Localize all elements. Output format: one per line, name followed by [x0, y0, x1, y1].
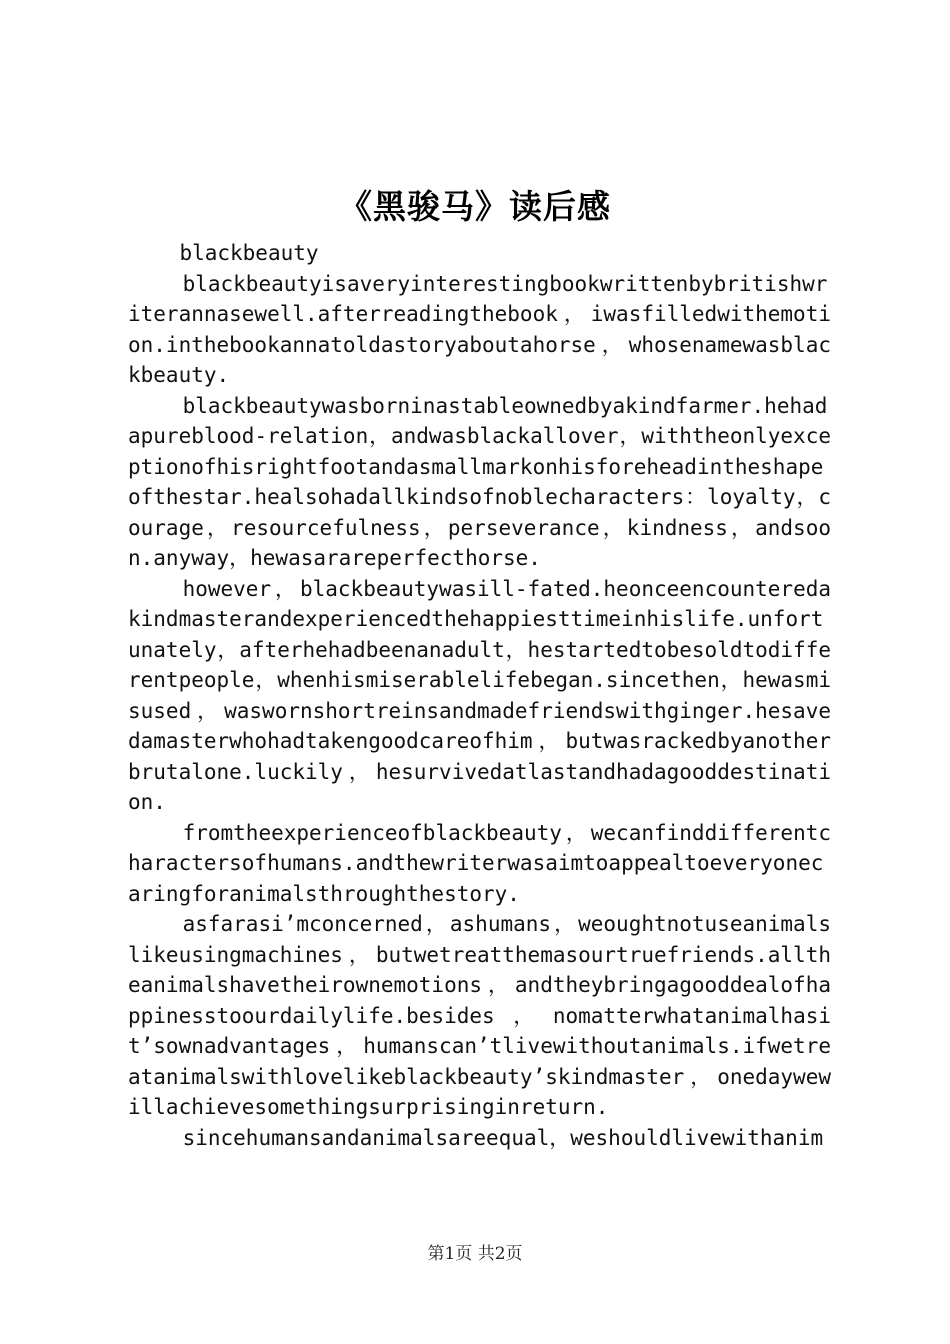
paragraph-fate: however，blackbeautywasill-fated.heonceencounteredakindmasterandexperiencedthehappiesttimeinhislife.unfortunately，afterhehadbeenanadult，hestartedtobesoldtodifferentpeople，whenhismiserablelifebegan.sincethen，hewasmisused，waswornshortreinsandmadefriendswithginger.hesavedamasterwhohadtakengoodcareofhim，butwasrackedbyanotherbrutalone.luckily，hesurvivedatlastandhadagooddestination.	[128, 576, 831, 814]
paragraph-opinion: asfarasi’mconcerned，ashumans，weoughtnotuseanimalslikeusingmachines，butwetreatthemasourtruefriends.alltheanimalshavetheirownemotions，andtheybringagooddealofhappinesstoourdailylife.besides，nomatterwhatanimalhasit’sownadvantages，humanscan’tlivewithoutanimals.ifwetreatanimalswithlovelikeblackbeauty’skindmaster，onedaywewillachievesomethingsurprisinginreturn.	[128, 912, 831, 1119]
paragraph-intro: blackbeautyisaveryinterestingbookwrittenbybritishwriterannasewell.afterreadingthebook，iwasfilledwithemotion.inthebookannatoldastoryaboutahorse，whosenamewasblackbeauty.	[128, 271, 831, 387]
document-title: 《黑骏马》读后感	[339, 187, 611, 226]
page-number-footer: 第1页 共2页	[427, 1244, 523, 1264]
document-body	[128, 238, 831, 1153]
paragraph-humans: fromtheexperienceofblackbeauty，wecanfinddifferentcharactersofhumans.andthewriterwasaimtoappealtoeveryonecaringforanimalsthroughthestory.	[128, 820, 831, 906]
paragraph-heading: blackbeauty	[179, 241, 319, 265]
paragraph-description: blackbeautywasborninastableownedbyakindfarmer.hehadapureblood-relation，andwasblackallover，withtheonlyexceptionofhisrightfootandasmallmarkonhisforeheadintheshapeofthestar.healsohadallkindsofnoblecharacters：loyalty，courage，resourcefulness，perseverance，kindness，andsoon.anyway，hewasarareperfecthorse.	[128, 393, 831, 570]
paragraph-conclusion: sincehumansandanimalsareequal，weshouldlivewithanim	[182, 1125, 824, 1150]
